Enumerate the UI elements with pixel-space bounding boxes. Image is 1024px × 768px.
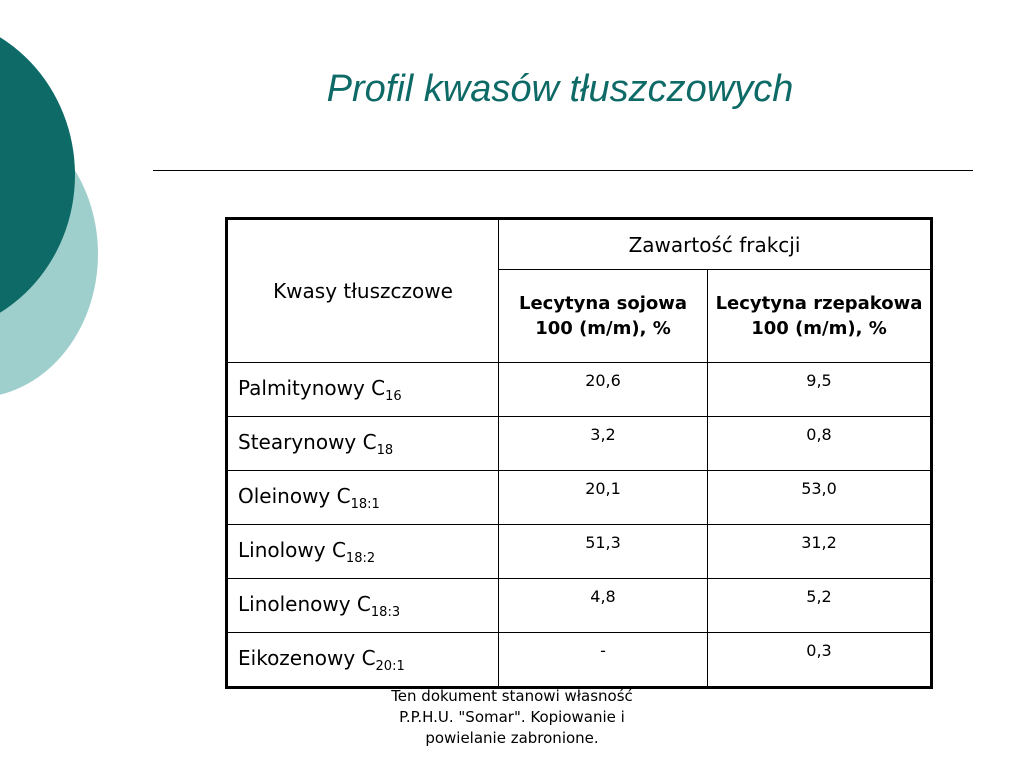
table-row [227, 633, 932, 688]
header-fatty-acids: Kwasy tłuszczowe [227, 219, 499, 363]
header-rapeseed-lecithin: Lecytyna rzepakowa 100 (m/m), % [708, 270, 932, 363]
soy-value: 20,6 [499, 363, 708, 417]
rapeseed-value: 31,2 [708, 525, 932, 579]
rapeseed-value: 9,5 [708, 363, 932, 417]
table-row [227, 363, 932, 417]
fatty-acid-name: Stearynowy $C_{18}$ [227, 417, 499, 471]
rapeseed-value: 0,3 [708, 633, 932, 688]
rapeseed-value: 5,2 [708, 579, 932, 633]
table-row [227, 471, 932, 525]
fatty-acid-name: Oleinowy $C_{18:1}$ [227, 471, 499, 525]
title-divider [153, 170, 973, 171]
table-row [227, 579, 932, 633]
rapeseed-value: 53,0 [708, 471, 932, 525]
fatty-acid-name: Palmitynowy $C_{16}$ [227, 363, 499, 417]
header-fraction-content: Zawartość frakcji [499, 219, 932, 270]
slide-title: Profil kwasów tłuszczowych [326, 68, 794, 110]
rapeseed-value: 0,8 [708, 417, 932, 471]
soy-value: 51,3 [499, 525, 708, 579]
soy-value: - [499, 633, 708, 688]
soy-value: 4,8 [499, 579, 708, 633]
copyright-notice: Ten dokument stanowi własność P.P.H.U. "Somar". Kopiowanie i powielanie zabronione. [391, 687, 633, 747]
soy-value: 3,2 [499, 417, 708, 471]
soy-value: 20,1 [499, 471, 708, 525]
table-row [227, 525, 932, 579]
fatty-acid-name: Eikozenowy $C_{20:1}$ [227, 633, 499, 688]
table-row [227, 417, 932, 471]
fatty-acid-name: Linolenowy $C_{18:3}$ [227, 579, 499, 633]
header-soy-lecithin: Lecytyna sojowa 100 (m/m), % [499, 270, 708, 363]
fatty-acid-name: Linolowy $C_{18:2}$ [227, 525, 499, 579]
fatty-acid-table [225, 217, 933, 689]
table-header-row [227, 219, 932, 270]
